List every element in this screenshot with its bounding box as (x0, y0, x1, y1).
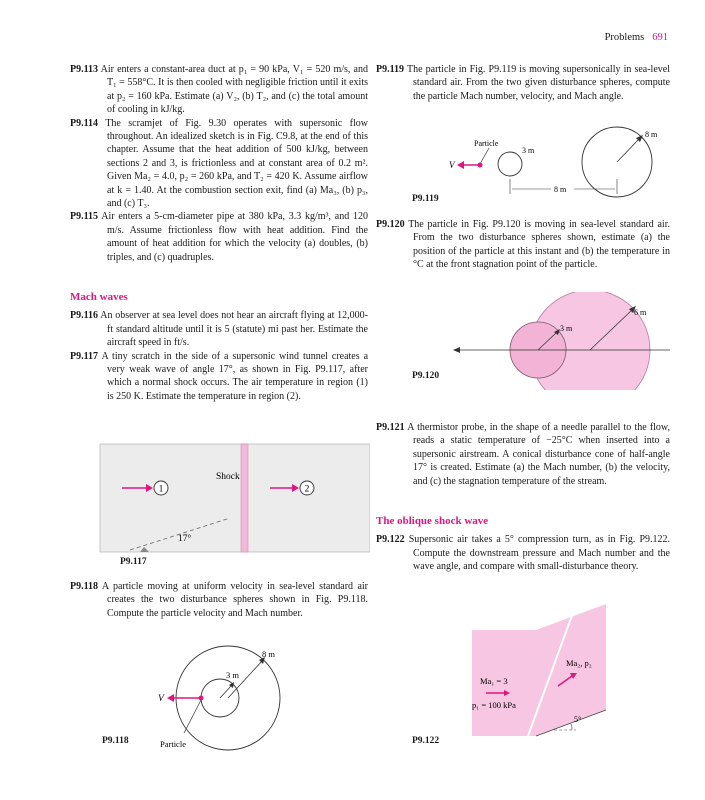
oblique-shock-section (376, 515, 670, 574)
section-title-oblique-shock: The oblique shock wave (376, 515, 489, 527)
label-3m: 3 m (560, 324, 573, 333)
figure-p9-120 (376, 292, 670, 395)
label-dist-8m: 8 m (554, 185, 567, 194)
shock-label: Shock (216, 472, 240, 482)
label-8m: 8 m (645, 130, 658, 139)
angle-label-17: 17° (178, 534, 192, 544)
problem-9-121-block (376, 421, 670, 488)
direction-arrowhead (453, 347, 460, 353)
figure-p9-119 (376, 122, 670, 219)
label-p1: p₁ = 100 kPa (472, 700, 516, 710)
figure-p9-117 (70, 438, 370, 568)
figure-p9-117-drawing (70, 438, 370, 563)
figure-label-p9-118: P9.118 (102, 736, 129, 746)
label-particle: Particle (160, 739, 186, 749)
label-8m: 8 m (262, 649, 275, 659)
problem-9-115: P9.115 Air enters a 5-cm-diameter pipe at 380 kPa, 3.3 kg/m³, and 120 m/s. Assume frictionless flow with heat addition. Find the amount of heat addition for which the velocity (a) doubles, (b) triples, and (c) quadruples. (70, 211, 368, 263)
particle-leader (184, 700, 201, 733)
region-1-label: 1 (158, 484, 164, 495)
label-v: V (449, 160, 455, 170)
section-title-mach-waves: Mach waves (70, 291, 128, 303)
label-ma1: Ma₁ = 3 (480, 676, 508, 686)
problem-9-113: P9.113 Air enters a constant-area duct at p₁ = 90 kPa, V₁ = 520 m/s, and T₁ = 558°C. It is then cooled with negligible friction until it exits at p₂ = 160 kPa. Estimate (a) V₂, (b) T₂, and (c) the total amount of cooling in kJ/kg. (70, 64, 368, 116)
label-3m: 3 m (226, 670, 239, 680)
label-ma2-p2: Ma₂, p₂ (566, 658, 592, 668)
figure-label-p9-122: P9.122 (412, 736, 440, 746)
label-6m: 6 m (634, 308, 647, 317)
problem-9-118: P9.118 A particle moving at uniform velocity in sea-level standard air creates the two disturbance spheres shown in Fig. P9.118. Compute the particle velocity and Mach number. (70, 581, 368, 619)
normal-shock (241, 444, 248, 552)
page-header (605, 32, 668, 43)
problem-9-119: P9.119 The particle in Fig. P9.119 is moving supersonically in sea-level standard air. From the two given disturbance spheres, compute the particle Mach number, velocity, and Mach angle. (376, 64, 670, 102)
problem-9-116: P9.116 An observer at sea level does not hear an aircraft flying at 12,000-ft standard altitude until it is 5 (statute) mi past her. Estimate the aircraft speed in ft/s. (70, 310, 369, 349)
label-3m: 3 m (522, 146, 535, 155)
problem-9-118-block (70, 580, 368, 620)
problem-9-119-block (376, 63, 670, 103)
left-problems (70, 63, 368, 264)
velocity-arrowhead (167, 694, 174, 702)
particle-dot (199, 696, 204, 701)
problem-9-117: P9.117 A tiny scratch in the side of a supersonic wind tunnel creates a very weak wave of angle 17°, as shown in Fig. P9.117, after which a normal shock occurs. The air temperature in region (1) is 250 K. Estimate the temperature in region (2). (70, 350, 369, 402)
sphere-3m (498, 152, 522, 176)
particle-leader (480, 148, 489, 164)
figure-label-p9-117: P9.117 (120, 557, 147, 567)
problem-9-114: P9.114 The scramjet of Fig. 9.30 operates with supersonic flow throughout. An idealized sketch is in Fig. C9.8, at the end of this chapter. Assume that the heat addition of 500 kJ/kg, between sections 2 and 3, is frictionless and at constant area of 0.2 m². Given Ma₂ = 4.0, p₂ = 260 kPa, and T₂ = 420 K. Assume airflow at k = 1.40. At the combustion section exit, find (a) Ma₃, (b) p₃, and (c) T₃. (70, 117, 368, 210)
figure-p9-122-drawing (376, 600, 670, 752)
label-particle: Particle (474, 139, 499, 148)
label-angle-5: 5° (574, 715, 582, 724)
angle-arc (571, 724, 572, 730)
problem-9-121: P9.121 A thermistor probe, in the shape of a needle parallel to the flow, reads a static temperature of −25°C when inserted into a supersonic airstream. A conical disturbance cone of half-angle 17° is created. Estimate (a) the Mach number, (b) the velocity, and (c) the stagnation temperature of the stream. (376, 422, 671, 487)
header-title: Problems (604, 32, 645, 43)
velocity-arrowhead (457, 161, 464, 169)
problem-9-120-block (376, 218, 670, 272)
radius-8m (617, 138, 640, 162)
problem-9-120: P9.120 The particle in Fig. P9.120 is moving in sea-level standard air. From the two disturbance spheres shown, estimate (a) the position of the particle at this instant and (b) the temperature in °C at the front stagnation point of the particle. (376, 219, 670, 271)
downstream-region (536, 604, 606, 736)
tunnel-background (100, 444, 370, 552)
label-v: V (158, 694, 164, 704)
particle-dot (478, 163, 483, 168)
figure-p9-118 (70, 645, 370, 762)
region-2-label: 2 (304, 484, 310, 495)
figure-label-p9-119: P9.119 (412, 194, 439, 204)
figure-p9-122 (376, 600, 670, 757)
page-number: 691 (652, 32, 668, 43)
figure-label-p9-120: P9.120 (412, 371, 440, 381)
mach-waves-section (70, 291, 368, 403)
problem-9-122: P9.122 Supersonic air takes a 5° compression turn, as in Fig. P9.122. Compute the downstream pressure and Mach number and the wave angle, and compare with small-disturbance theory. (376, 534, 671, 573)
